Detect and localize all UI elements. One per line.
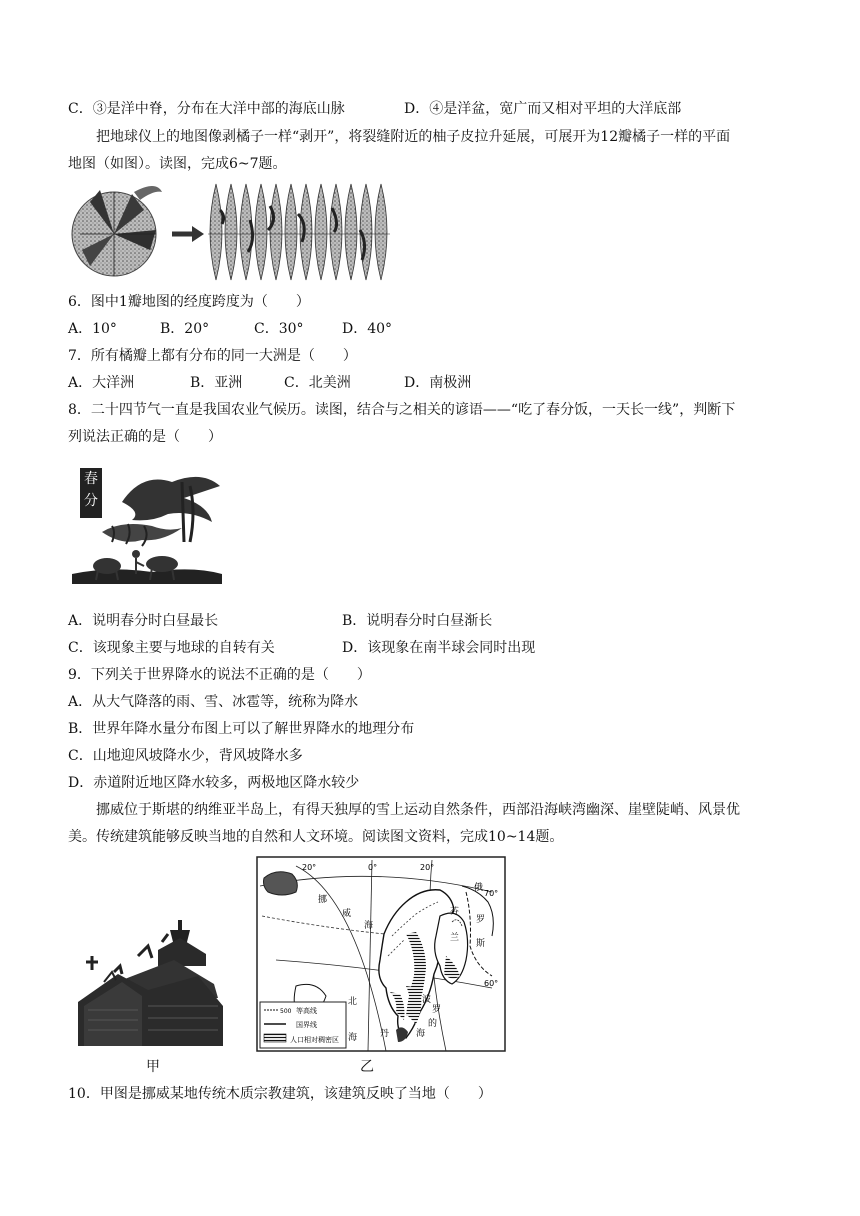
label-hai-north: 海 bbox=[348, 1033, 358, 1043]
lon-label-20e: 20° bbox=[420, 863, 435, 872]
q8-stem-line1: 8．二十四节气一直是我国农业气候历。读图，结合与之相关的谚语——“吃了春分饭，一天长一线”，判断下 bbox=[68, 402, 736, 418]
q5-option-c: C．③是洋中脊，分布在大洋中部的海底山脉 bbox=[68, 101, 345, 117]
label-nuo: 挪 bbox=[318, 895, 328, 905]
q9-option-a: A．从大气降落的雨、雪、冰雹等，统称为降水 bbox=[68, 694, 359, 710]
q8-option-a: A．说明春分时白昼最长 bbox=[68, 613, 219, 629]
label-hai-baltic: 海 bbox=[416, 1029, 426, 1039]
figure-title-label: 春分 bbox=[80, 468, 102, 518]
label-hai-norway: 海 bbox=[364, 921, 374, 931]
q6-option-c: C．30° bbox=[254, 321, 304, 337]
label-luo-baltic: 罗 bbox=[432, 1005, 442, 1015]
q6-stem: 6．图中1瓣地图的经度跨度为（ ） bbox=[68, 294, 310, 310]
spring-equinox-figure bbox=[72, 462, 222, 597]
stave-church-figure bbox=[78, 910, 223, 1050]
label-luo-russia: 罗 bbox=[476, 915, 486, 925]
label-e: 俄 bbox=[474, 883, 484, 893]
q5-option-d: D．④是洋盆，宽广而又相对平坦的大洋底部 bbox=[404, 101, 682, 117]
q9-stem: 9．下列关于世界降水的说法不正确的是（ ） bbox=[68, 667, 371, 683]
q9-option-b: B．世界年降水量分布图上可以了解世界降水的地理分布 bbox=[68, 721, 415, 737]
q7-option-d: D．南极洲 bbox=[404, 375, 472, 391]
lon-label-20w: 20° bbox=[302, 863, 317, 872]
scandinavia-map bbox=[256, 856, 506, 1052]
label-wei: 威 bbox=[342, 909, 352, 919]
q8-option-d: D．该现象在南半球会同时出现 bbox=[342, 640, 536, 656]
legend-contour: 等高线 bbox=[296, 1007, 317, 1015]
q10-stem: 10．甲图是挪威某地传统木质宗教建筑，该建筑反映了当地（ ） bbox=[68, 1086, 492, 1102]
intro-6-7-line1: 把地球仪上的地图像剥橘子一样“剥开”，将裂缝附近的柚子皮拉升延展，可展开为12瓣橘子一样的平面 bbox=[96, 129, 731, 145]
label-lan: 兰 bbox=[450, 933, 460, 943]
gore-map-strips bbox=[208, 184, 390, 280]
intro-6-7-line2: 地图（如图）。读图，完成6~7题。 bbox=[68, 156, 287, 172]
legend-dense: 人口相对稠密区 bbox=[290, 1036, 339, 1044]
lon-label-0: 0° bbox=[368, 863, 378, 872]
q7-option-c: C．北美洲 bbox=[284, 375, 351, 391]
q6-option-a: A．10° bbox=[68, 321, 117, 337]
label-bo: 波 bbox=[422, 995, 432, 1005]
legend-border: 国界线 bbox=[296, 1021, 317, 1029]
label-bei: 北 bbox=[348, 997, 358, 1007]
q8-option-b: B．说明春分时白昼渐长 bbox=[342, 613, 493, 629]
intro-10-14-line2: 美。传统建筑能够反映当地的自然和人文环境。阅读图文资料，完成10~14题。 bbox=[68, 829, 564, 845]
q7-option-a: A．大洋洲 bbox=[68, 375, 135, 391]
q7-stem: 7．所有橘瓣上都有分布的同一大洲是（ ） bbox=[68, 348, 357, 364]
q8-stem-line2: 列说法正确的是（ ） bbox=[68, 429, 222, 445]
label-si: 斯 bbox=[476, 939, 486, 949]
q6-option-b: B．20° bbox=[160, 321, 210, 337]
label-dan: 丹 bbox=[380, 1029, 390, 1039]
globe-peel-figure bbox=[70, 180, 400, 285]
q7-option-b: B．亚洲 bbox=[190, 375, 243, 391]
label-fen: 芬 bbox=[450, 907, 460, 917]
spring-equinox-illustration bbox=[72, 462, 222, 597]
peeled-globe bbox=[72, 186, 162, 276]
arrow-right-icon bbox=[172, 226, 204, 242]
legend-contour-sample: 500 bbox=[280, 1008, 292, 1015]
q9-option-c: C．山地迎风坡降水少，背风坡降水多 bbox=[68, 748, 303, 764]
lat-label-60: 60° bbox=[484, 979, 499, 988]
figure-caption-jia: 甲 bbox=[146, 1059, 160, 1075]
label-de: 的 bbox=[428, 1019, 438, 1029]
q8-option-c: C．该现象主要与地球的自转有关 bbox=[68, 640, 275, 656]
lat-label-70: 70° bbox=[484, 889, 499, 898]
intro-10-14-line1: 挪威位于斯堪的纳维亚半岛上，有得天独厚的雪上运动自然条件，西部沿海峡湾幽深、崖壁陡峭、风景优 bbox=[96, 802, 740, 818]
q9-option-d: D．赤道附近地区降水较多，两极地区降水较少 bbox=[68, 775, 360, 791]
q6-option-d: D．40° bbox=[342, 321, 393, 337]
figure-caption-yi: 乙 bbox=[360, 1059, 374, 1075]
